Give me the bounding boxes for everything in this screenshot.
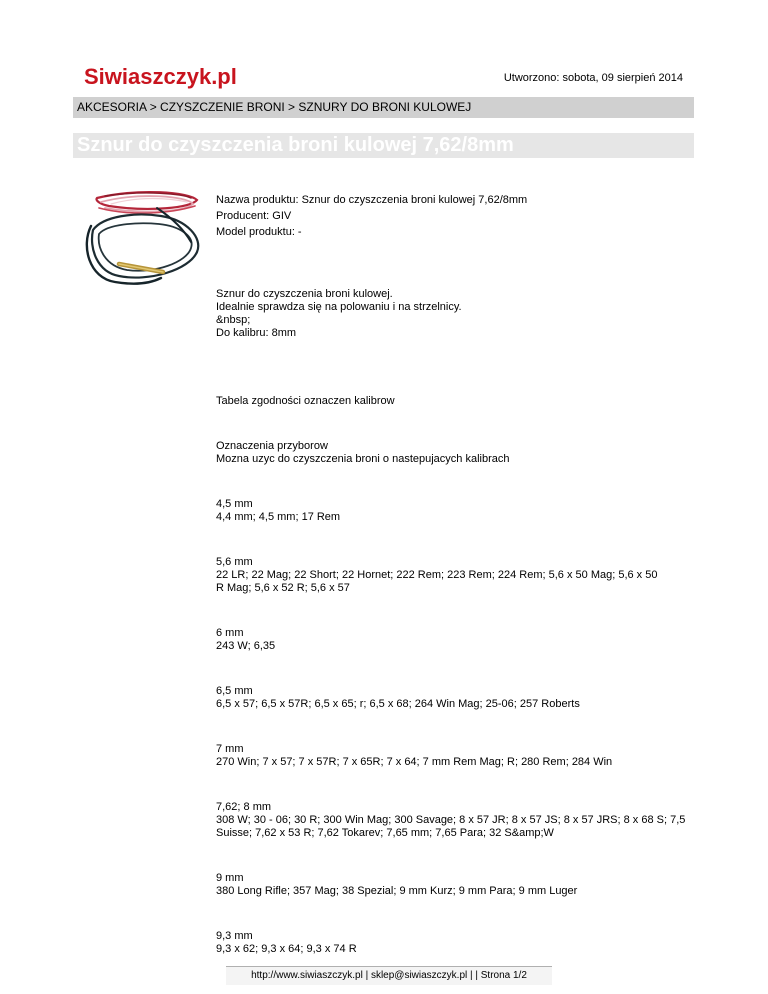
caliber-size: 6 mm [216, 627, 244, 639]
caliber-size: 6,5 mm [216, 685, 253, 697]
site-logo: Siwiaszczyk.pl [84, 64, 237, 89]
product-model: Model produktu: - [216, 226, 302, 238]
caliber-list: 9,3 x 62; 9,3 x 64; 9,3 x 74 R [216, 943, 357, 955]
caliber-size: 7 mm [216, 743, 244, 755]
caliber-list: 22 LR; 22 Mag; 22 Short; 22 Hornet; 222 Rem; 223 Rem; 224 Rem; 5,6 x 50 Mag; 5,6 x 50 R Mag; 5,6 x 52 R; 5,6 x 57 [216, 569, 658, 594]
caliber-list: 308 W; 30 - 06; 30 R; 300 Win Mag; 300 Savage; 8 x 57 JR; 8 x 57 JS; 8 x 57 JRS; 8 x 68 S; 7,5 Suisse; 7,62 x 53 R; 7,62 Tokarev; 7,65 mm; 7,65 Para; 32 S&amp;W [216, 814, 686, 839]
caliber-list: 4,4 mm; 4,5 mm; 17 Rem [216, 511, 341, 523]
caliber-size: 4,5 mm [216, 498, 253, 510]
markings-subtitle: Mozna uzyc do czyszczenia broni o nastepujacych kalibrach [216, 453, 510, 465]
description-line: Do kalibru: 8mm [216, 327, 297, 339]
caliber-list: 243 W; 6,35 [216, 640, 276, 652]
caliber-list: 6,5 x 57; 6,5 x 57R; 6,5 x 65; r; 6,5 x 68; 264 Win Mag; 25-06; 257 Roberts [216, 698, 580, 710]
markings-title: Oznaczenia przyborow [216, 440, 328, 452]
page-title: Sznur do czyszczenia broni kulowej 7,62/8mm [73, 133, 694, 158]
page-footer: http://www.siwiaszczyk.pl | sklep@siwiaszczyk.pl | | Strona 1/2 [226, 966, 552, 985]
compatibility-table-title: Tabela zgodności oznaczen kalibrow [216, 395, 395, 407]
product-content [216, 194, 686, 956]
description-line: Idealnie sprawdza się na polowaniu i na strzelnicy. [216, 301, 462, 313]
caliber-size: 9,3 mm [216, 930, 253, 942]
caliber-size: 7,62; 8 mm [216, 801, 272, 813]
description-line: &nbsp; [216, 314, 251, 326]
product-image [79, 186, 207, 290]
caliber-list: 270 Win; 7 x 57; 7 x 57R; 7 x 65R; 7 x 64; 7 mm Rem Mag; R; 280 Rem; 284 Win [216, 756, 613, 768]
caliber-size: 5,6 mm [216, 556, 253, 568]
product-name: Nazwa produktu: Sznur do czyszczenia broni kulowej 7,62/8mm [216, 194, 528, 206]
caliber-list: 380 Long Rifle; 357 Mag; 38 Spezial; 9 mm Kurz; 9 mm Para; 9 mm Luger [216, 885, 578, 897]
caliber-size: 9 mm [216, 872, 244, 884]
description-line: Sznur do czyszczenia broni kulowej. [216, 288, 393, 300]
breadcrumb: AKCESORIA > CZYSZCZENIE BRONI > SZNURY DO BRONI KULOWEJ [73, 97, 694, 118]
product-producer: Producent: GIV [216, 210, 292, 222]
created-date: Utworzono: sobota, 09 sierpień 2014 [503, 72, 683, 84]
